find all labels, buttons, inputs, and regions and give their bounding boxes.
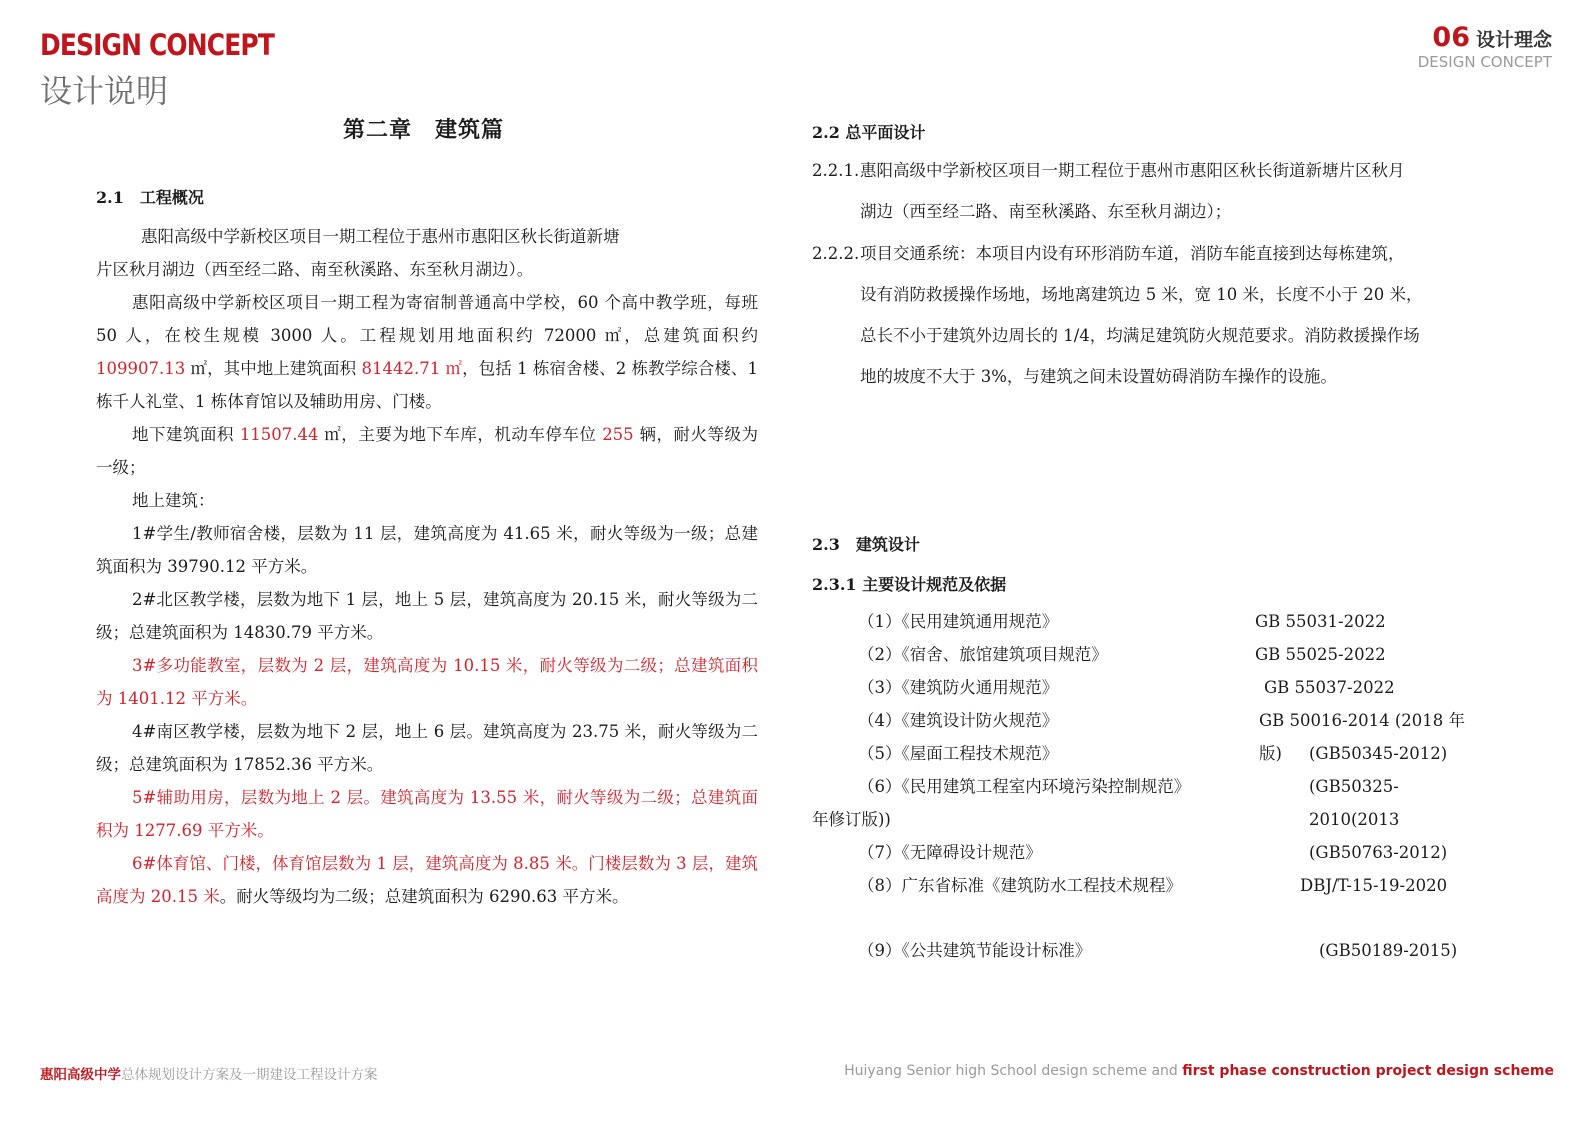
chapter-title: 第二章 建筑篇 (343, 117, 505, 143)
item-2-2-2-line-2: 设有消防救援操作场地，场地离建筑边 5 米，宽 10 米，长度不小于 20 米， (860, 285, 1423, 304)
building-5: 5#辅助用房，层数为地上 2 层。建筑高度为 13.55 米，耐火等级为二级；总建筑面积为 1277.69 平方米。 (96, 788, 758, 840)
footer-school-name: 惠阳高级中学 (40, 1067, 121, 1083)
header-title-cn: 设计说明 (40, 72, 169, 110)
header-title-en: DESIGN CONCEPT (40, 28, 274, 62)
standard-item-1: （1）《民用建筑通用规范》 GB 55031-2022 (858, 612, 1386, 631)
section-title: 设计理念 (1475, 29, 1552, 51)
paragraph-4: 地上建筑： (132, 491, 215, 510)
above-ground-area-value: 81442.71 ㎡ (361, 359, 463, 378)
item-2-2-1-line-1: 惠阳高级中学新校区项目一期工程位于惠州市惠阳区秋长街道新塘片区秋月 (860, 161, 1405, 180)
section-subtitle: DESIGN CONCEPT (1417, 53, 1552, 71)
item-2-2-1-number: 2.2.1. (812, 161, 860, 180)
paragraph-3: 地下建筑面积 11507.44 ㎡，主要为地下车库，机动车停车位 255 辆，耐火等级为一级； (96, 425, 758, 477)
section-number: 06 (1432, 22, 1470, 53)
item-2-2-2-line-4: 地的坡度不大于 3%，与建筑之间未设置妨碍消防车操作的设施。 (860, 367, 1337, 386)
paragraph-1-line-2: 片区秋月湖边（西至经二路、南至秋溪路、东至秋月湖边）。 (96, 260, 534, 279)
parking-count-value: 255 (602, 425, 634, 444)
building-2: 2#北区教学楼，层数为地下 1 层，地上 5 层，建筑高度为 20.15 米，耐火等级为二级；总建筑面积为 14830.79 平方米。 (96, 590, 758, 642)
section-heading-2-3: 2.3 建筑设计 (812, 535, 920, 554)
standard-item-6-wrap: 年修订版)) (812, 810, 891, 829)
footer-english-title: Huiyang Senior high School design scheme and first phase construction project design scheme (844, 1063, 1554, 1079)
paragraph-2: 惠阳高级中学新校区项目一期工程为寄宿制普通高中学校，60 个高中教学班，每班 50 人，在校生规模 3000 人。工程规划用地面积约 72000 ㎡，总建筑面积约 109907.13 ㎡，其中地上建筑面积 81442.71 ㎡，包括 1 栋宿舍楼、2 栋教学综合楼、1 栋千人礼堂、1 栋体育馆以及辅助用房、门楼。 (96, 293, 758, 411)
section-label (1418, 22, 1552, 71)
building-1: 1#学生/教师宿舍楼，层数为 11 层，建筑高度为 41.65 米，耐火等级为一级；总建筑面积为 39790.12 平方米。 (96, 524, 758, 576)
underground-area-value: 11507.44 (239, 425, 319, 444)
building-6: 6#体育馆、门楼，体育馆层数为 1 层，建筑高度为 8.85 米。门楼层数为 3 层，建筑高度为 20.15 米。耐火等级均为二级；总建筑面积为 6290.63 平方米。 (96, 854, 758, 906)
item-2-2-2-line-1: 项目交通系统：本项目内设有环形消防车道，消防车能直接到达每栋建筑， (860, 244, 1405, 263)
total-area-value: 109907.13 (96, 359, 186, 378)
building-3: 3#多功能教室，层数为 2 层，建筑高度为 10.15 米，耐火等级为二级；总建筑面积为 1401.12 平方米。 (96, 656, 758, 708)
standard-item-4: （4）《建筑设计防火规范》 GB 50016-2014 (2018 年版) (858, 711, 1466, 763)
standard-item-6: （6）《民用建筑工程室内环境污染控制规范》 (GB50325-2010(2013 (858, 777, 1400, 829)
standard-item-9: （9）《公共建筑节能设计标准》 (GB50189-2015) (858, 941, 1458, 960)
paragraph-1-line-1: 惠阳高级中学新校区项目一期工程位于惠州市惠阳区秋长街道新塘 (141, 227, 620, 246)
standard-item-8: （8）广东省标准《建筑防水工程技术规程》 DBJ/T-15-19-2020 (858, 876, 1448, 895)
standard-item-3: （3）《建筑防火通用规范》 GB 55037-2022 (858, 678, 1395, 697)
section-heading-2-1: 2.1 工程概况 (96, 188, 204, 207)
building-4: 4#南区教学楼，层数为地下 2 层，地上 6 层。建筑高度为 23.75 米，耐火等级为二级；总建筑面积为 17852.36 平方米。 (96, 722, 758, 774)
standard-item-7: （7）《无障碍设计规范》 (GB50763-2012) (858, 843, 1448, 862)
item-2-2-2-number: 2.2.2. (812, 244, 860, 263)
section-heading-2-2: 2.2 总平面设计 (812, 123, 926, 142)
section-heading-2-3-1: 2.3.1 主要设计规范及依据 (812, 575, 1007, 594)
standard-item-5: （5）《屋面工程技术规范》 (GB50345-2012) (858, 744, 1448, 763)
item-2-2-1-line-2: 湖边（西至经二路、南至秋溪路、东至秋月湖边）； (860, 202, 1232, 221)
standard-item-2: （2）《宿舍、旅馆建筑项目规范》 GB 55025-2022 (858, 645, 1386, 664)
item-2-2-2-line-3: 总长不小于建筑外边周长的 1/4，均满足建筑防火规范要求。消防救援操作场 (860, 326, 1420, 345)
footer-project-title: 惠阳高级中学总体规划设计方案及一期建设工程设计方案 (40, 1067, 378, 1083)
